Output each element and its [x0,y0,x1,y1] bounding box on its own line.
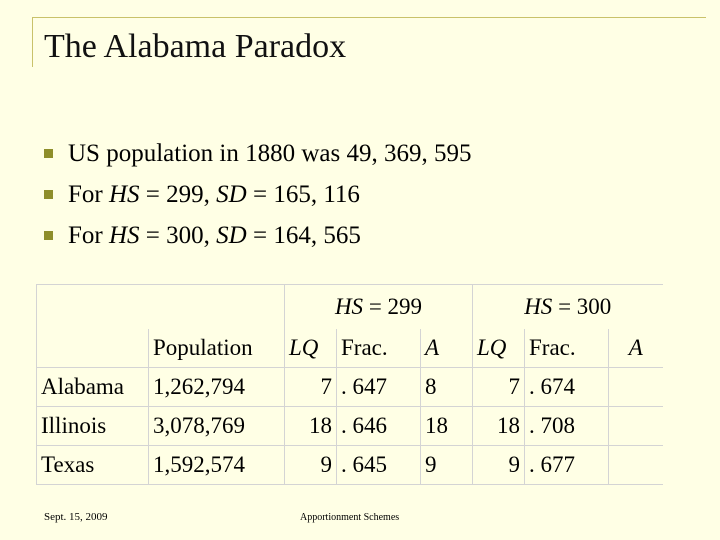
bullet-text: = 300, [139,222,217,249]
bullet-item [68,133,471,174]
frac-cell: . 646 [337,407,421,446]
apportionment-table [36,284,663,485]
a-cell: 9 [421,446,473,485]
title-accent-vertical-line [32,17,33,67]
slide-title: The Alabama Paradox [44,28,347,65]
state-cell: Illinois [37,407,149,446]
bullet-text: = 164, 565 [246,222,361,249]
square-bullet-icon [44,149,53,158]
group-header-hs-299: HS = 299 [285,285,473,330]
lq-header: LQ [473,329,525,368]
lq-cell: 9 [285,446,337,485]
bullet-var-sd: SD [216,181,247,208]
table-corner-cell [37,285,149,330]
bullet-text: = 165, 116 [246,181,360,208]
table-row [37,407,663,446]
a-cell [609,407,663,446]
table-row [37,368,663,407]
lq-cell: 18 [473,407,525,446]
bullet-text: For [68,222,109,249]
frac-header: Frac. [525,329,609,368]
lq-header: LQ [285,329,337,368]
table-corner-cell [149,285,285,330]
bullet-text: US population in 1880 was 49, 369, 595 [68,140,472,167]
footer-date: Sept. 15, 2009 [44,511,108,523]
a-header: A [421,329,473,368]
table-row [37,446,663,485]
frac-cell: . 647 [337,368,421,407]
population-cell: 3,078,769 [149,407,285,446]
frac-cell: . 677 [525,446,609,485]
bullet-item [68,174,471,215]
frac-cell: . 674 [525,368,609,407]
title-accent-horizontal-line [32,17,706,18]
table-column-header-row [37,329,663,368]
state-cell: Texas [37,446,149,485]
lq-cell: 9 [473,446,525,485]
empty-header-cell [37,329,149,368]
frac-cell: . 708 [525,407,609,446]
a-header: A [609,329,663,368]
square-bullet-icon [44,190,53,199]
frac-cell: . 645 [337,446,421,485]
bullet-text: For [68,181,109,208]
footer-topic: Apportionment Schemes [300,512,400,523]
bullet-var-hs: HS [108,181,140,208]
a-cell: 18 [421,407,473,446]
square-bullet-icon [44,231,53,240]
a-cell [609,446,663,485]
a-cell [609,368,663,407]
bullet-item [68,215,471,256]
group-header-hs-300: HS = 300 [473,285,663,330]
state-cell: Alabama [37,368,149,407]
lq-cell: 7 [285,368,337,407]
table-group-header-row [37,285,663,330]
bullet-text: = 299, [139,181,217,208]
frac-header: Frac. [337,329,421,368]
bullet-list [68,133,471,256]
population-header: Population [149,329,285,368]
bullet-var-hs: HS [108,222,140,249]
lq-cell: 7 [473,368,525,407]
a-cell: 8 [421,368,473,407]
population-cell: 1,262,794 [149,368,285,407]
lq-cell: 18 [285,407,337,446]
population-cell: 1,592,574 [149,446,285,485]
bullet-var-sd: SD [216,222,247,249]
